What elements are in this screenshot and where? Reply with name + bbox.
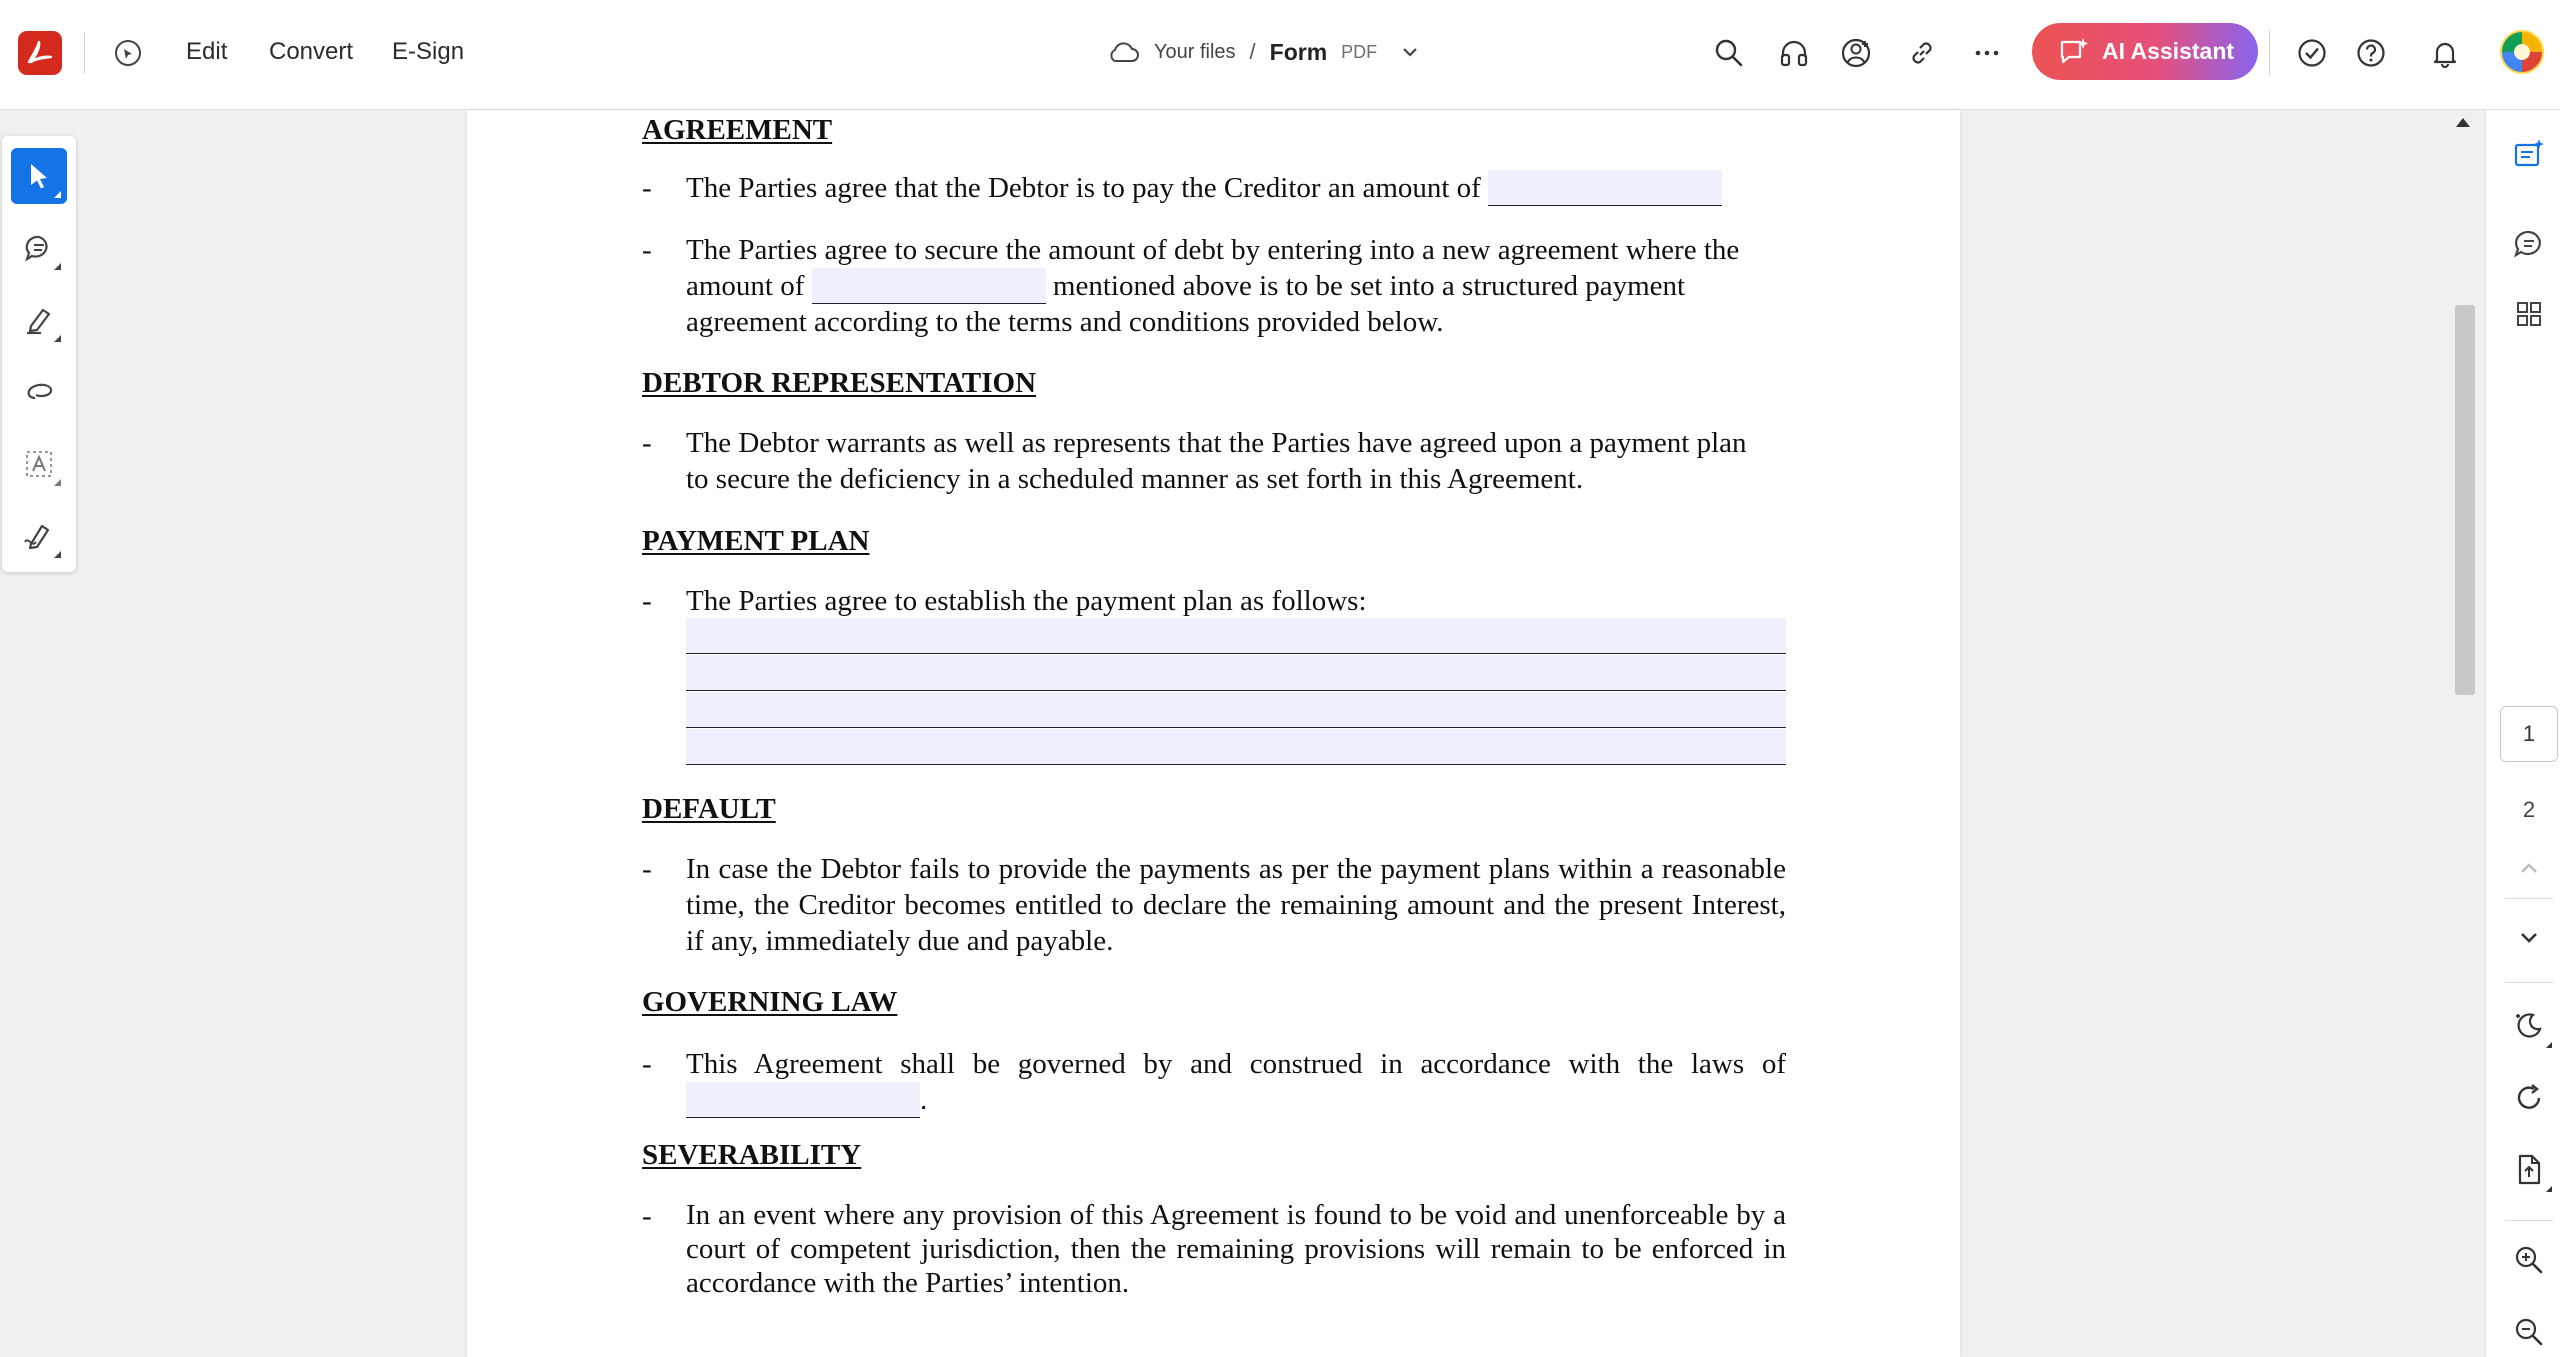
jurisdiction-field[interactable] [686,1082,920,1118]
debt-amount-field[interactable] [812,268,1046,304]
current-page-number[interactable]: 1 [2500,706,2558,762]
default-line-1: In case the Debtor fails to provide the payments as per the payment plans within a reasonable [686,853,1786,885]
divider [2269,30,2270,76]
payment-plan-field-1[interactable] [686,618,1786,654]
sign-tool-icon[interactable] [11,508,67,564]
bullet: - [642,234,652,266]
scrollbar-thumb[interactable] [2455,305,2475,695]
heading-severability: SEVERABILITY [642,1139,862,1171]
agreement-item-2-line-3: agreement according to the terms and conditions provided below. [686,306,1444,338]
scroll-up-arrow-icon[interactable] [2456,118,2470,127]
comments-panel-icon[interactable] [2507,222,2551,266]
menu-corner-indicator [2546,1186,2552,1192]
breadcrumb [1106,32,1421,72]
menu-corner-indicator [2546,1042,2552,1048]
debtor-line-1: The Debtor warrants as well as represents that the Parties have agreed upon a payment plan [686,427,1747,459]
ai-assistant-button[interactable] [2032,23,2258,80]
heading-agreement: AGREEMENT [642,114,833,146]
law-line-1: This Agreement shall be governed by and construed in accordance with the laws of [686,1048,1786,1080]
divider [2505,1220,2553,1221]
payment-item [686,583,1367,619]
scrollbar-track[interactable] [2451,110,2479,1357]
default-line-2: time, the Creditor becomes entitled to declare the remaining amount and the present Interest, [686,889,1786,921]
zoom-in-icon[interactable] [2507,1238,2551,1282]
night-mode-icon[interactable] [2507,1004,2551,1048]
breadcrumb-separator: / [1249,39,1256,64]
bullet: - [642,853,652,885]
bell-icon[interactable] [2424,32,2466,74]
payment-plan-field-2[interactable] [686,655,1786,691]
tool-rail [2,136,76,572]
amount-field[interactable] [1488,170,1722,206]
bullet: - [642,1048,652,1080]
agreement-item-2-line-2-post: mentioned above is to be set into a structured payment [1052,270,1686,302]
ai-assistant-icon [2056,35,2090,69]
acrobat-logo-icon[interactable] [18,31,62,75]
debtor-item [686,425,1747,497]
more-icon[interactable] [1966,32,2008,74]
default-line-3: if any, immediately due and payable. [686,925,1114,957]
select-tool-icon[interactable] [11,148,67,204]
ai-assistant-label: AI Assistant [2101,38,2235,64]
page-down-icon[interactable] [2507,916,2551,960]
menu-convert[interactable]: Convert [269,38,354,65]
chevron-down-icon[interactable] [1399,41,1421,63]
menu-esign[interactable]: E-Sign [392,38,465,65]
highlight-tool-icon[interactable] [11,292,67,348]
help-icon[interactable] [2350,32,2392,74]
heading-governing-law: GOVERNING LAW [642,986,898,1018]
check-circle-icon[interactable] [2291,32,2333,74]
law-item [686,1046,1786,1118]
law-line-2-end: . [920,1084,928,1116]
document-page [467,110,1960,1357]
avatar[interactable] [2500,30,2544,74]
search-icon[interactable] [1708,32,1750,74]
your-files-link[interactable]: Your files [1154,40,1236,63]
text-select-tool-icon[interactable] [11,436,67,492]
agreement-item-2-line-1: The Parties agree to secure the amount of debt by entering into a new agreement where the [686,234,1740,266]
debtor-line-2: to secure the deficiency in a scheduled manner as set forth in this Agreement. [686,463,1584,495]
rotate-icon[interactable] [2507,1076,2551,1120]
bullet: - [642,172,652,204]
lasso-tool-icon[interactable] [11,364,67,420]
menu-edit[interactable]: Edit [186,38,228,65]
severability-line-1: In an event where any provision of this Agreement is found to be void and unenforceable by a [686,1199,1786,1231]
divider [84,32,85,74]
top-toolbar [0,0,2560,110]
divider [2505,898,2553,899]
document-type: PDF [1341,41,1378,62]
default-item [686,851,1786,959]
heading-payment-plan: PAYMENT PLAN [642,525,870,557]
page-up-icon[interactable] [2507,846,2551,890]
cloud-icon [1106,39,1140,65]
payment-line-1: The Parties agree to establish the payment plan as follows: [686,585,1367,617]
agreement-item-2 [686,232,1739,340]
zoom-out-icon[interactable] [2507,1310,2551,1354]
bullet: - [642,585,652,617]
document-title[interactable]: Form [1269,38,1328,65]
share-user-icon[interactable] [1836,32,1878,74]
link-icon[interactable] [1901,32,1943,74]
agreement-item-2-line-2-pre: amount of [686,270,805,302]
divider [2505,982,2553,983]
severability-item [686,1198,1786,1300]
agreement-item-1 [686,170,1722,206]
severability-line-2: court of competent jurisdiction, then the remaining provisions will remain to be enforced in [686,1233,1786,1265]
thumbnails-icon[interactable] [2507,292,2551,336]
severability-line-3: accordance with the Parties’ intention. [686,1267,1130,1299]
heading-default: DEFAULT [642,793,776,825]
agreement-item-1-text: The Parties agree that the Debtor is to pay the Creditor an amount of [686,172,1481,204]
page-properties-icon[interactable] [2507,1148,2551,1192]
comment-tool-icon[interactable] [11,220,67,276]
ai-summary-icon[interactable] [2507,132,2551,176]
payment-plan-field-3[interactable] [686,692,1786,728]
heading-debtor-representation: DEBTOR REPRESENTATION [642,367,1037,399]
headphones-icon[interactable] [1773,32,1815,74]
payment-plan-field-4[interactable] [686,729,1786,765]
home-icon[interactable] [108,33,148,73]
bullet: - [642,427,652,459]
bullet: - [642,1200,652,1232]
page-number[interactable]: 2 [2522,797,2536,822]
